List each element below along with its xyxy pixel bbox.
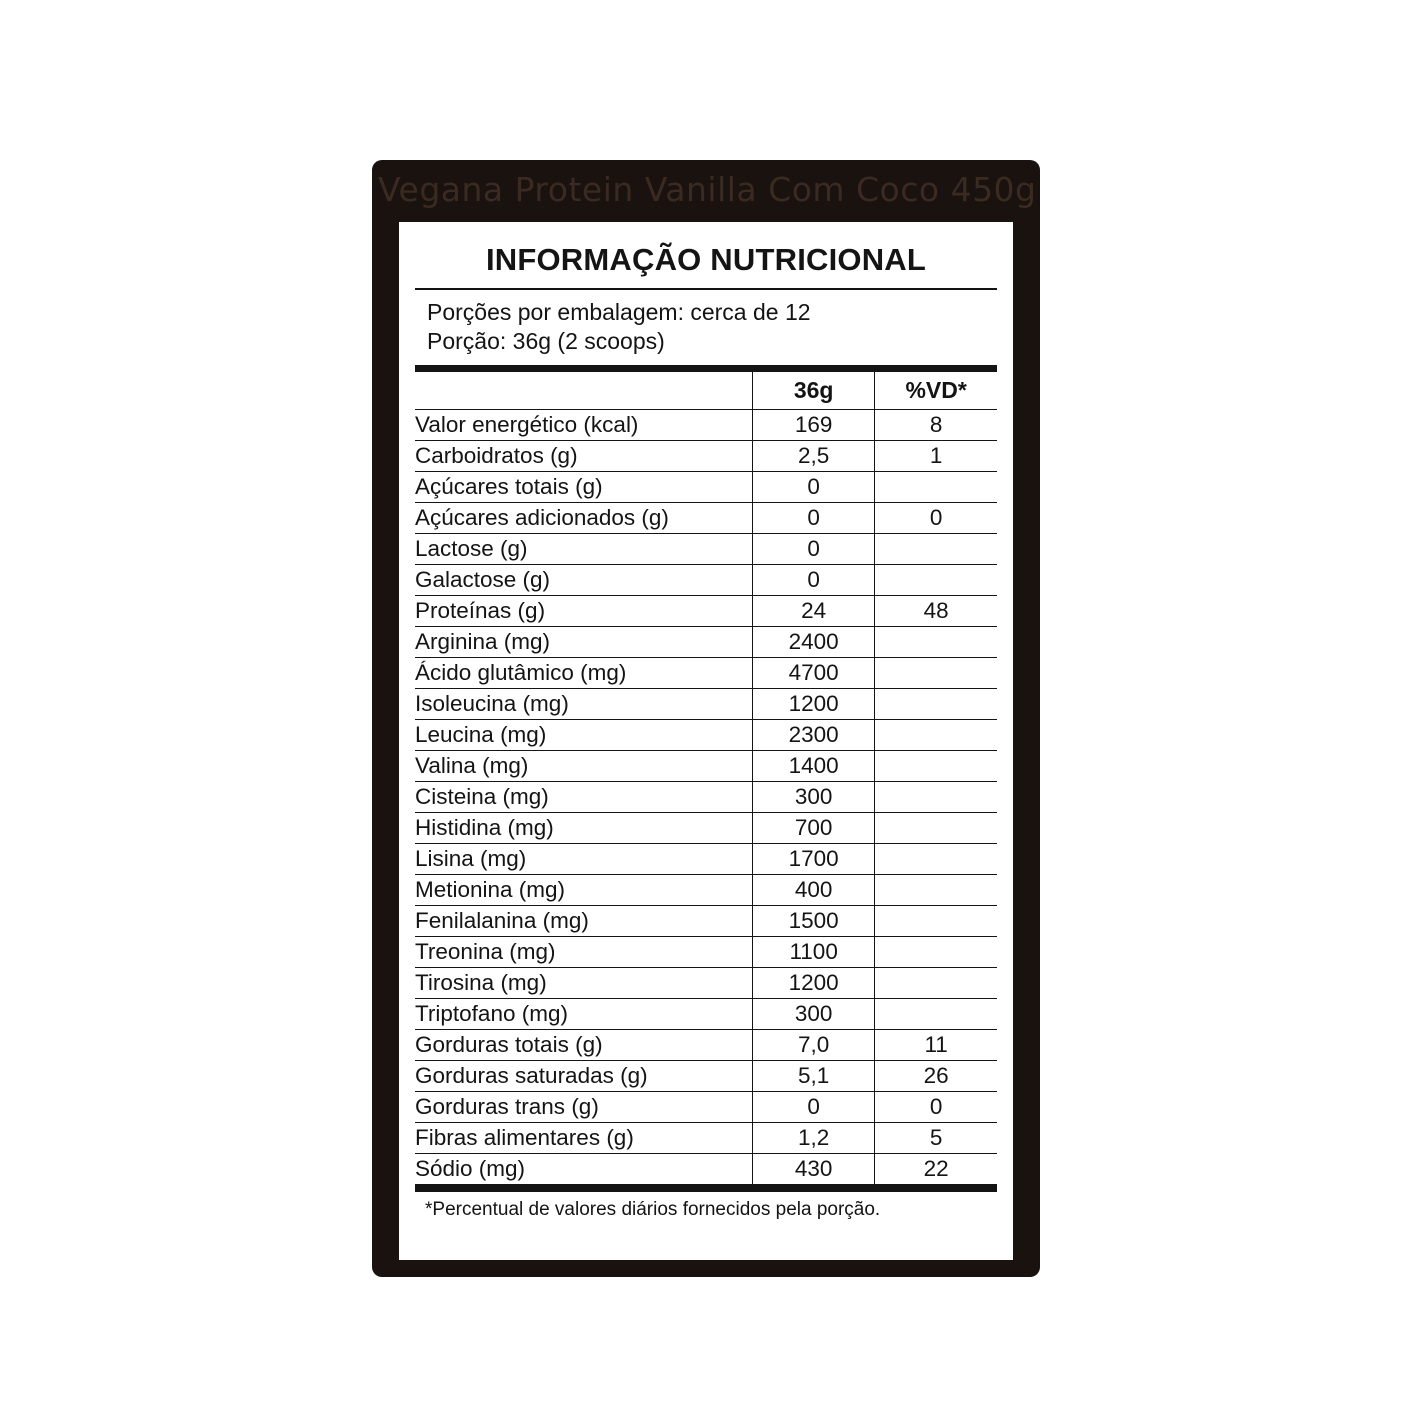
nutrient-name: Treonina (mg): [415, 936, 753, 967]
table-row: [415, 1029, 997, 1060]
nutrient-name: Lactose (g): [415, 533, 753, 564]
nutrient-daily-value: [875, 626, 997, 657]
nutrient-daily-value: [875, 533, 997, 564]
nutrient-amount: 5,1: [753, 1060, 875, 1091]
nutrient-daily-value: 5: [875, 1122, 997, 1153]
nutrient-amount: 1700: [753, 843, 875, 874]
table-row: [415, 657, 997, 688]
nutrient-daily-value: [875, 657, 997, 688]
nutrient-amount: 300: [753, 781, 875, 812]
nutrient-amount: 400: [753, 874, 875, 905]
divider-above-table: [415, 365, 997, 372]
nutrient-amount: 169: [753, 409, 875, 440]
nutrient-daily-value: 1: [875, 440, 997, 471]
nutrient-name: Lisina (mg): [415, 843, 753, 874]
table-row: [415, 998, 997, 1029]
nutrient-amount: 2400: [753, 626, 875, 657]
nutrient-daily-value: [875, 750, 997, 781]
nutrient-amount: 430: [753, 1153, 875, 1184]
table-row: [415, 874, 997, 905]
nutrient-daily-value: 48: [875, 595, 997, 626]
nutrient-daily-value: 22: [875, 1153, 997, 1184]
nutrient-amount: 0: [753, 502, 875, 533]
nutrient-name: Sódio (mg): [415, 1153, 753, 1184]
nutrient-name: Isoleucina (mg): [415, 688, 753, 719]
table-row: [415, 967, 997, 998]
nutrient-daily-value: 8: [875, 409, 997, 440]
nutrient-name: Ácido glutâmico (mg): [415, 657, 753, 688]
nutrient-name: Triptofano (mg): [415, 998, 753, 1029]
nutrient-amount: 0: [753, 1091, 875, 1122]
nutrient-amount: 1,2: [753, 1122, 875, 1153]
table-row: [415, 812, 997, 843]
nutrient-amount: 0: [753, 533, 875, 564]
nutrient-name: Metionina (mg): [415, 874, 753, 905]
nutrient-name: Proteínas (g): [415, 595, 753, 626]
nutrient-name: Tirosina (mg): [415, 967, 753, 998]
table-row: [415, 409, 997, 440]
nutrient-amount: 700: [753, 812, 875, 843]
nutrient-daily-value: [875, 781, 997, 812]
nutrient-amount: 1200: [753, 688, 875, 719]
table-row: [415, 719, 997, 750]
divider-below-table: [415, 1185, 997, 1192]
nutrient-daily-value: [875, 812, 997, 843]
column-header-amount: 36g: [753, 372, 875, 410]
nutrient-daily-value: 0: [875, 1091, 997, 1122]
servings-info: [415, 290, 997, 365]
nutrient-daily-value: [875, 936, 997, 967]
table-row: [415, 626, 997, 657]
nutrient-daily-value: [875, 967, 997, 998]
table-row: [415, 750, 997, 781]
table-row: [415, 1060, 997, 1091]
nutrient-name: Leucina (mg): [415, 719, 753, 750]
column-header-name: [415, 372, 753, 410]
nutrient-daily-value: [875, 719, 997, 750]
nutrient-name: Carboidratos (g): [415, 440, 753, 471]
nutrient-name: Gorduras saturadas (g): [415, 1060, 753, 1091]
nutrition-label-card: [399, 222, 1013, 1260]
nutrient-name: Açúcares totais (g): [415, 471, 753, 502]
nutrient-daily-value: 26: [875, 1060, 997, 1091]
nutrient-daily-value: [875, 688, 997, 719]
nutrient-name: Açúcares adicionados (g): [415, 502, 753, 533]
table-header-row: [415, 372, 997, 410]
nutrient-amount: 300: [753, 998, 875, 1029]
table-row: [415, 905, 997, 936]
nutrient-amount: 24: [753, 595, 875, 626]
nutrient-name: Fibras alimentares (g): [415, 1122, 753, 1153]
table-row: [415, 1091, 997, 1122]
table-row: [415, 440, 997, 471]
nutrient-amount: 0: [753, 471, 875, 502]
table-row: [415, 471, 997, 502]
nutrition-table: [415, 372, 997, 1185]
table-row: [415, 533, 997, 564]
table-row: [415, 781, 997, 812]
table-row: [415, 936, 997, 967]
nutrient-name: Gorduras trans (g): [415, 1091, 753, 1122]
footnote: *Percentual de valores diários fornecidos pela porção.: [425, 1198, 881, 1220]
nutrition-label-heading: INFORMAÇÃO NUTRICIONAL: [485, 242, 927, 277]
nutrient-amount: 4700: [753, 657, 875, 688]
nutrient-name: Histidina (mg): [415, 812, 753, 843]
nutrient-name: Galactose (g): [415, 564, 753, 595]
nutrient-daily-value: 11: [875, 1029, 997, 1060]
nutrient-amount: 1400: [753, 750, 875, 781]
nutrient-amount: 7,0: [753, 1029, 875, 1060]
nutrient-daily-value: [875, 905, 997, 936]
table-row: [415, 595, 997, 626]
nutrient-name: Valor energético (kcal): [415, 409, 753, 440]
nutrient-amount: 2300: [753, 719, 875, 750]
nutrient-daily-value: [875, 471, 997, 502]
nutrient-amount: 1500: [753, 905, 875, 936]
column-header-dv: %VD*: [875, 372, 997, 410]
nutrient-name: Cisteina (mg): [415, 781, 753, 812]
table-row: [415, 564, 997, 595]
table-row: [415, 1153, 997, 1184]
table-row: [415, 502, 997, 533]
nutrient-daily-value: [875, 874, 997, 905]
nutrient-amount: 0: [753, 564, 875, 595]
nutrition-table-body: [415, 409, 997, 1184]
nutrient-daily-value: [875, 564, 997, 595]
nutrient-amount: 1200: [753, 967, 875, 998]
nutrient-daily-value: 0: [875, 502, 997, 533]
nutrient-name: Arginina (mg): [415, 626, 753, 657]
nutrient-amount: 1100: [753, 936, 875, 967]
product-title: Vegana Protein Vanilla Com Coco 450g: [378, 170, 1037, 209]
nutrient-amount: 2,5: [753, 440, 875, 471]
nutrient-name: Gorduras totais (g): [415, 1029, 753, 1060]
table-row: [415, 1122, 997, 1153]
table-row: [415, 843, 997, 874]
nutrient-daily-value: [875, 998, 997, 1029]
servings-per-package: Porções por embalagem: cerca de 12: [427, 299, 811, 325]
nutrient-name: Fenilalanina (mg): [415, 905, 753, 936]
nutrient-name: Valina (mg): [415, 750, 753, 781]
nutrient-daily-value: [875, 843, 997, 874]
table-row: [415, 688, 997, 719]
serving-size: Porção: 36g (2 scoops): [427, 328, 665, 355]
